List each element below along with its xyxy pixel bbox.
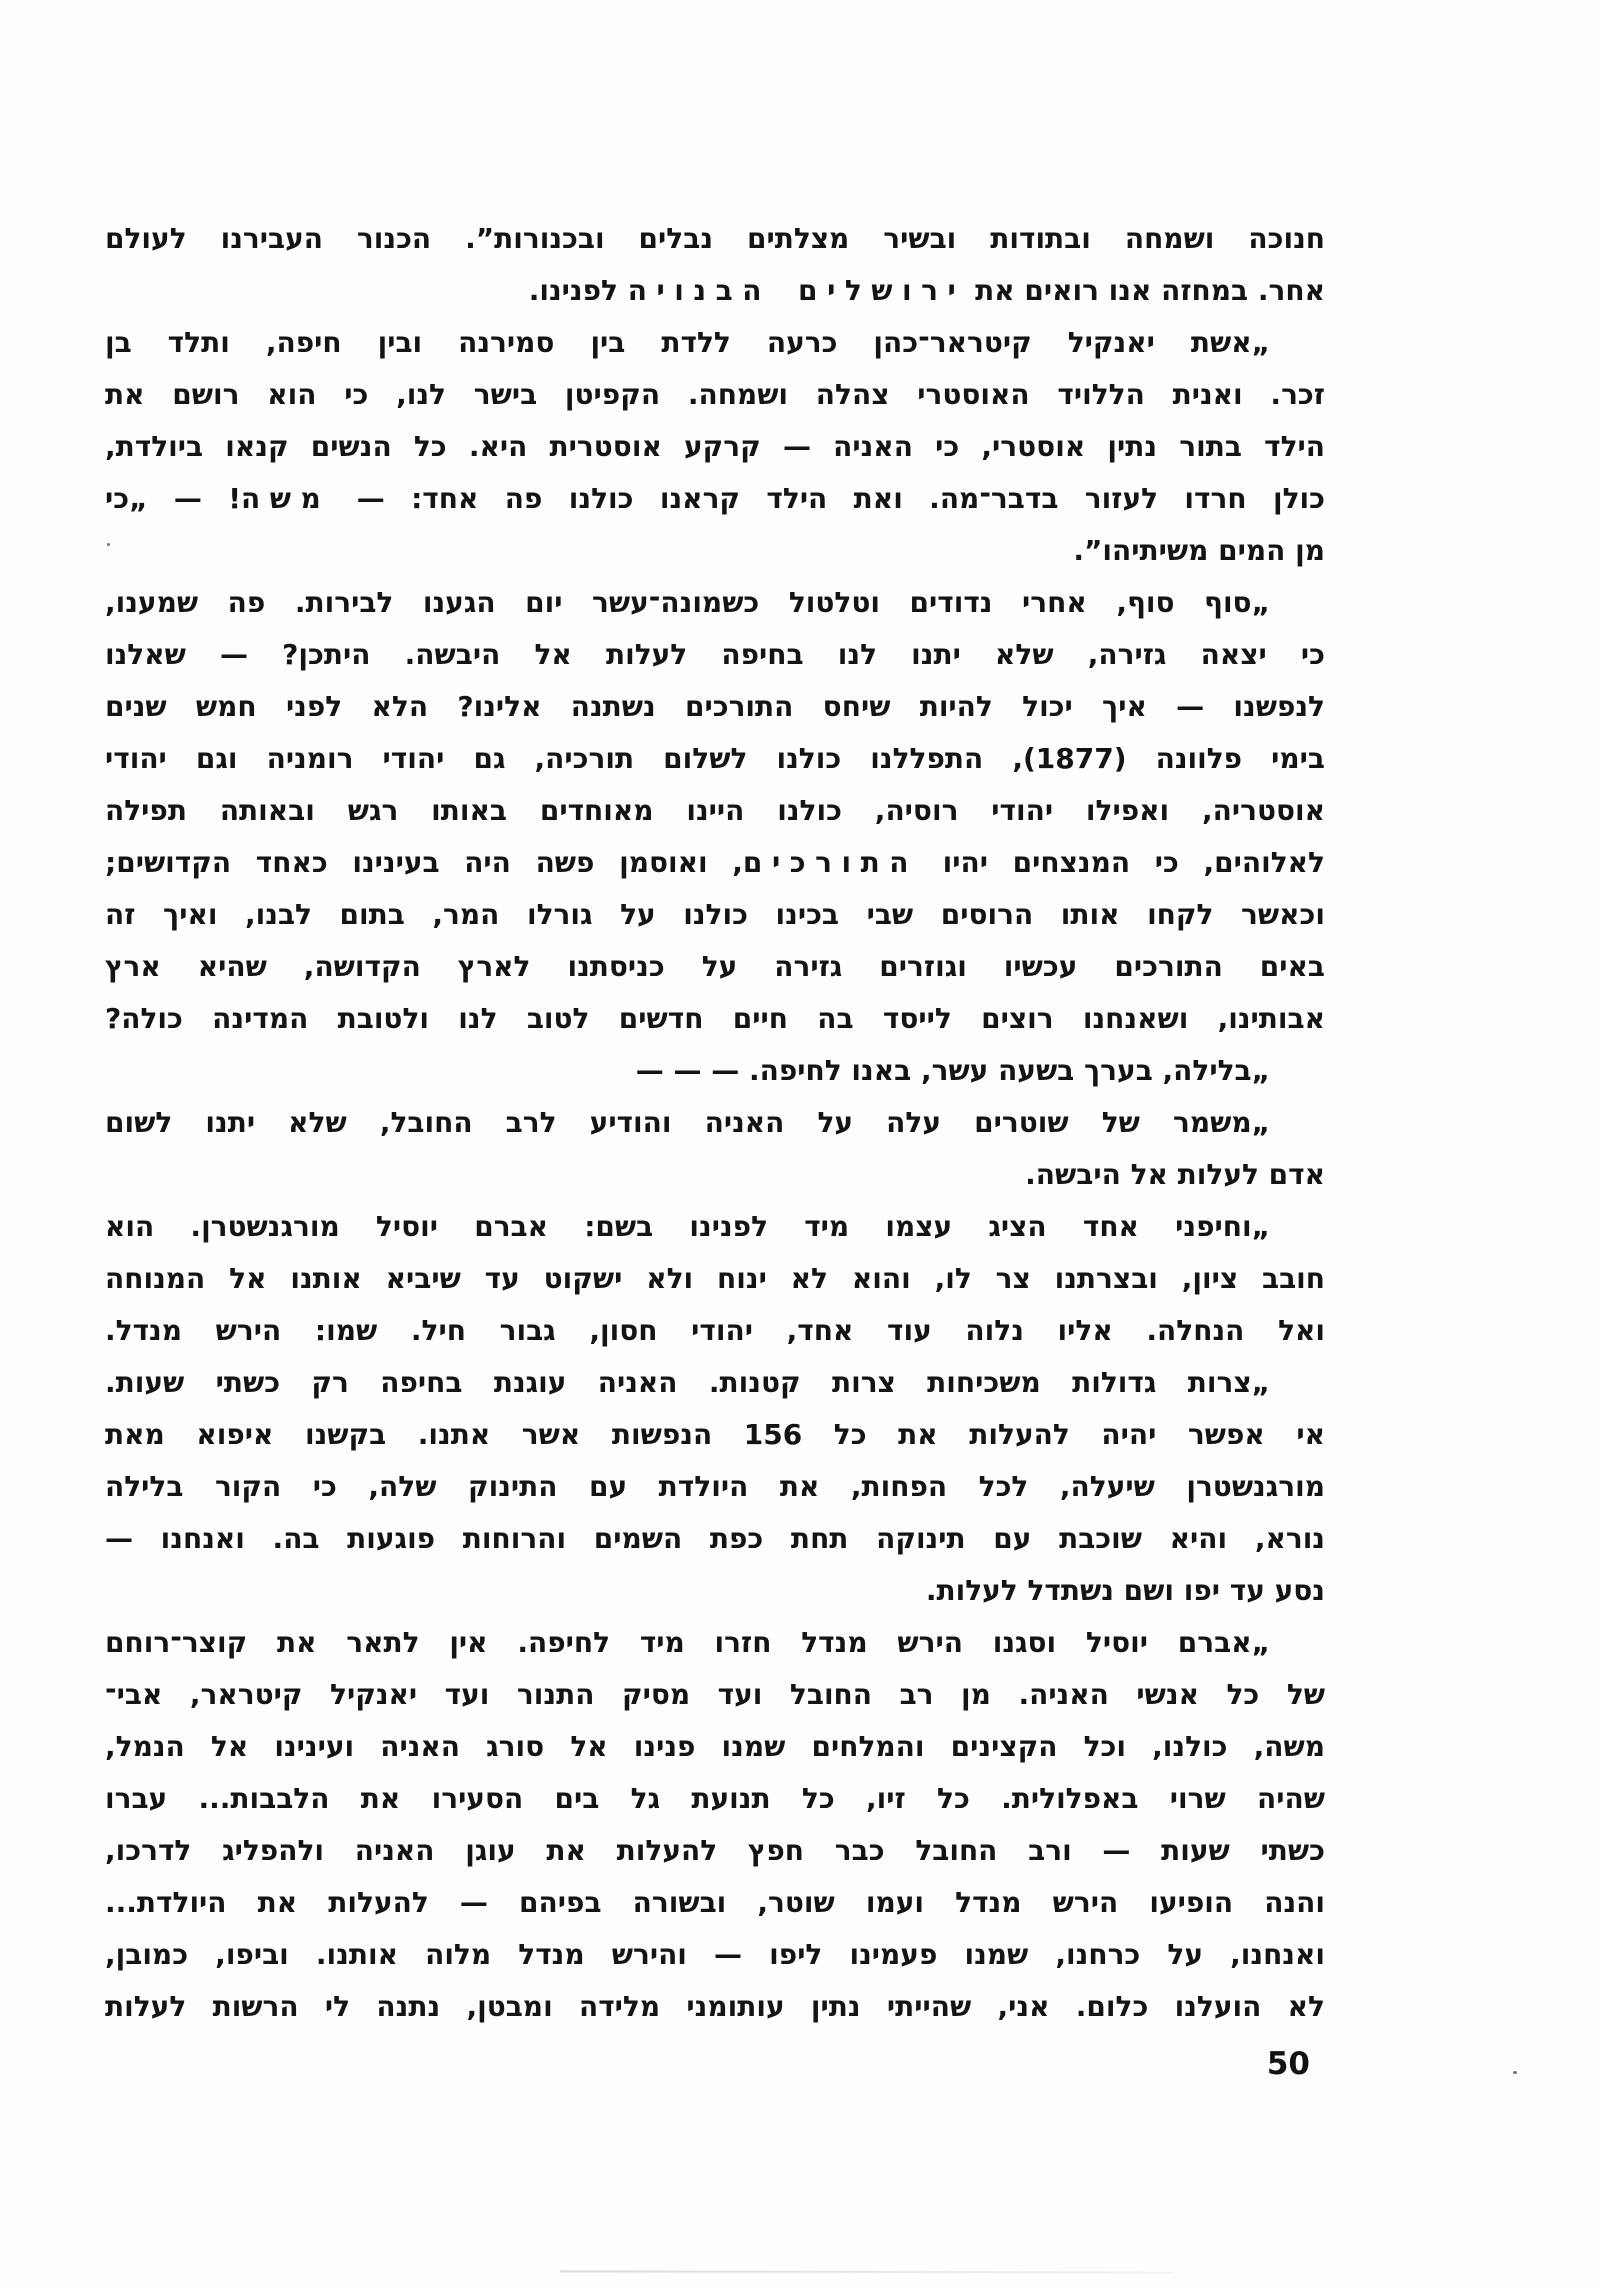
emphasized-text: משה bbox=[241, 482, 331, 515]
text-segment: חנוכה ושמחה ובתודות ובשיר מצלתים נבלים ובכנורות”. הכנור העבירנו לעולם bbox=[105, 222, 1325, 255]
text-segment: והנה הופיעו הירש מנדל ועמו שוטר, ובשורה בפיהם — להעלות את היולדת... bbox=[105, 1886, 1325, 1919]
text-segment: שהיה שרוי באפלולית. כל זיו, כל תנועת גל בים הסעירו את הלבבות... עברו bbox=[105, 1782, 1325, 1815]
text-line bbox=[105, 1149, 1325, 1201]
text-segment: אי אפשר יהיה להעלות את כל 156 הנפשות אשר אתנו. בקשנו איפוא מאת bbox=[105, 1418, 1325, 1451]
text-segment: לפנינו. bbox=[528, 274, 628, 307]
text-line bbox=[105, 1721, 1325, 1773]
text-segment: כי יצאה גזירה, שלא יתנו לנו בחיפה לעלות אל היבשה. היתכן? — שאלנו bbox=[105, 638, 1325, 671]
text-line bbox=[105, 733, 1325, 785]
text-segment: „בלילה, בערך בשעה עשר, באנו לחיפה. — — — bbox=[635, 1054, 1270, 1087]
text-line bbox=[105, 473, 1325, 525]
text-line bbox=[105, 1253, 1325, 1305]
text-line bbox=[105, 421, 1325, 473]
text-line bbox=[105, 1877, 1325, 1929]
text-segment: „משמר של שוטרים עלה על האניה והודיע לרב החובל, שלא יתנו לשום bbox=[105, 1106, 1270, 1139]
emphasized-text: ירושלים הבנויה bbox=[627, 274, 966, 307]
text-line bbox=[105, 1825, 1325, 1877]
text-line bbox=[105, 1513, 1325, 1565]
text-segment: לאלוהים, כי המנצחים יהיו bbox=[918, 846, 1325, 879]
text-segment: נסע עד יפו ושם נשתדל לעלות. bbox=[925, 1574, 1325, 1607]
text-line bbox=[105, 1617, 1325, 1669]
text-segment: לא הועלנו כלום. אני, שהייתי נתין עותומני מלידה ומבטן, נתנה לי הרשות לעלות bbox=[105, 1990, 1325, 2023]
text-segment: „צרות גדולות משכיחות צרות קטנות. האניה עוגנת בחיפה רק כשתי שעות. bbox=[105, 1366, 1270, 1399]
text-segment: חובב ציון, ובצרתנו צר לו, והוא לא ינוח ולא ישקוט עד שיביא אותנו אל המנוחה bbox=[105, 1262, 1325, 1295]
text-segment: כולן חרדו לעזור בדבר־מה. ואת הילד קראנו כולנו פה אחד: — bbox=[330, 482, 1325, 515]
text-line bbox=[105, 1461, 1325, 1513]
text-line bbox=[105, 317, 1325, 369]
text-line bbox=[105, 1565, 1325, 1617]
page-number: 50 bbox=[1266, 2046, 1310, 2082]
text-line bbox=[105, 213, 1325, 265]
text-line bbox=[105, 941, 1325, 993]
text-line bbox=[105, 1929, 1325, 1981]
text-line bbox=[105, 889, 1325, 941]
text-block bbox=[105, 213, 1325, 2033]
text-segment: מורגנשטרן שיעלה, לכל הפחות, את היולדת עם התינוק שלה, כי הקור בלילה bbox=[105, 1470, 1325, 1503]
text-line bbox=[105, 629, 1325, 681]
text-line bbox=[105, 1097, 1325, 1149]
text-line bbox=[105, 785, 1325, 837]
text-line bbox=[105, 1045, 1325, 1097]
text-line bbox=[105, 1201, 1325, 1253]
text-segment: ואנחנו, על כרחנו, שמנו פעמינו ליפו — והירש מנדל מלוה אותנו. וביפו, כמובן, bbox=[105, 1938, 1325, 1971]
text-segment: בימי פלוונה (1877), התפללנו כולנו לשלום תורכיה, גם יהודי רומניה וגם יהודי bbox=[105, 742, 1325, 775]
text-segment: משה, כולנו, וכל הקצינים והמלחים שמנו פנינו אל סורג האניה ועינינו אל הנמל, bbox=[105, 1730, 1325, 1763]
text-line bbox=[105, 577, 1325, 629]
text-segment: מן המים משיתיהו”. bbox=[1073, 534, 1325, 567]
text-line bbox=[105, 1981, 1325, 2033]
text-line bbox=[105, 265, 1325, 317]
text-segment: לנפשנו — איך יכול להיות שיחס התורכים נשתנה אלינו? הלא לפני חמש שנים bbox=[105, 690, 1325, 723]
text-segment: „סוף סוף, אחרי נדודים וטלטול כשמונה־עשר יום הגענו לבירות. פה שמענו, bbox=[105, 586, 1270, 619]
text-line bbox=[105, 1773, 1325, 1825]
text-segment: „אברם יוסיל וסגנו הירש מנדל חזרו מיד לחיפה. אין לתאר את קוצר־רוחם bbox=[105, 1626, 1270, 1659]
text-segment: ! — „כי bbox=[105, 482, 242, 515]
text-segment: של כל אנשי האניה. מן רב החובל ועד מסיק התנור ועד יאנקיל קיטראר, אבי־ bbox=[105, 1678, 1325, 1711]
text-segment: „אשת יאנקיל קיטראר־כהן כרעה ללדת בין סמירנה ובין חיפה, ותלד בן bbox=[105, 326, 1270, 359]
text-segment: אחר. במחזה אנו רואים את bbox=[965, 274, 1325, 307]
text-line bbox=[105, 993, 1325, 1045]
text-line bbox=[105, 1357, 1325, 1409]
text-segment: „וחיפני אחד הציג עצמו מיד לפנינו בשם: אברם יוסיל מורגנשטרן. הוא bbox=[105, 1210, 1270, 1243]
text-segment: נורא, והיא שוכבת עם תינוקה תחת כפת השמים והרוחות פוגעות בה. ואנחנו — bbox=[105, 1522, 1325, 1555]
scan-speck bbox=[107, 543, 110, 546]
text-segment: זכר. ואנית הללויד האוסטרי צהלה ושמחה. הקפיטן בישר לנו, כי הוא רושם את bbox=[105, 378, 1325, 411]
text-segment: אדם לעלות אל היבשה. bbox=[1025, 1158, 1325, 1191]
scan-artifact-line bbox=[560, 2270, 1172, 2273]
text-segment: , ואוסמן פשה היה בעינינו כאחד הקדושים; bbox=[105, 846, 743, 879]
text-segment: אוסטריה, ואפילו יהודי רוסיה, כולנו היינו מאוחדים באותו רגש ובאותה תפילה bbox=[105, 794, 1325, 827]
text-line bbox=[105, 1669, 1325, 1721]
text-segment: ואל הנחלה. אליו נלוה עוד אחד, יהודי חסון, גבור חיל. שמו: הירש מנדל. bbox=[105, 1314, 1325, 1347]
text-segment: כשתי שעות — ורב החובל כבר חפץ להעלות את עוגן האניה ולהפליג לדרכו, bbox=[105, 1834, 1325, 1867]
text-line bbox=[105, 837, 1325, 889]
scan-speck bbox=[1513, 2071, 1517, 2074]
text-segment: וכאשר לקחו אותו הרוסים שבי בכינו כולנו על גורלו המר, בתום לבנו, ואיך זה bbox=[105, 898, 1325, 931]
emphasized-text: התורכים bbox=[742, 846, 918, 879]
text-line bbox=[105, 1409, 1325, 1461]
text-segment: באים התורכים עכשיו וגוזרים גזירה על כניסתנו לארץ הקדושה, שהיא ארץ bbox=[105, 950, 1325, 983]
text-line bbox=[105, 1305, 1325, 1357]
text-segment: אבותינו, ושאנחנו רוצים לייסד בה חיים חדשים לטוב לנו ולטובת המדינה כולה? bbox=[105, 1002, 1325, 1035]
text-line bbox=[105, 681, 1325, 733]
text-line bbox=[105, 369, 1325, 421]
text-line bbox=[105, 525, 1325, 577]
text-segment: הילד בתור נתין אוסטרי, כי האניה — קרקע אוסטרית היא. כל הנשים קנאו ביולדת, bbox=[105, 430, 1325, 463]
